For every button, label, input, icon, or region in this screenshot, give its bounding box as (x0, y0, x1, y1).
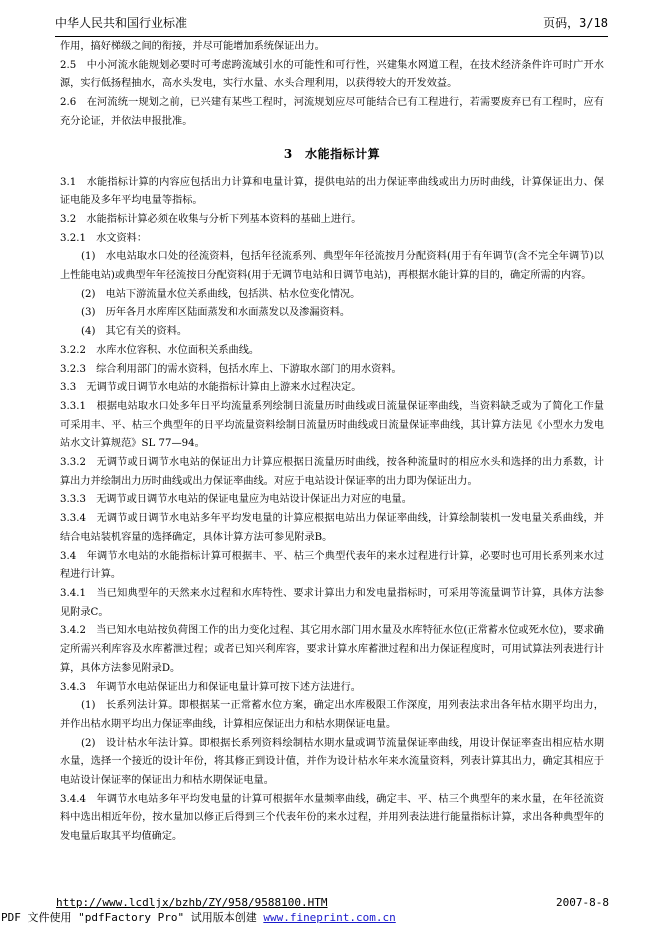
watermark-site-link[interactable]: www.fineprint.com.cn (263, 911, 396, 924)
paragraph: 3.2 水能指标计算必须在收集与分析下列基本资料的基础上进行。 (60, 213, 362, 225)
paragraph: 3.1 水能指标计算的内容应包括出力计算和电量计算，提供电站的出力保证率曲线或出力历时曲线，计算保证出力、保证电能及多年平均电量等指标。 (60, 176, 604, 207)
list-item: (2) 电站下游流量水位关系曲线，包括洪、枯水位变化情况。 (81, 288, 361, 300)
paragraph: 3.2.2 水库水位容积、水位面积关系曲线。 (60, 344, 260, 356)
page-number: 页码，3/18 (543, 16, 608, 30)
paragraph: 2.6 在河流统一规划之前，已兴建有某些工程时，河流规划应尽可能结合已有工程进行，若需要废弃已有工程时，应有充分论证，并依法申报批准。 (60, 97, 604, 127)
page-header (55, 14, 608, 32)
print-date: 2007-8-8 (556, 896, 609, 909)
document-body (60, 38, 604, 847)
paragraph: 3.4.2 当已知水电站按负荷图工作的出力变化过程、其它用水部门用水量及水库特征水位(正常蓄水位或死水位)，要求确定所需兴利库容及水库蓄泄过程；或者已知兴利库容，要求计算水库蓄泄过程和出力保证程度时，可用试算法列表进行计算，具体方法参见附录D。 (60, 625, 604, 674)
paragraph: 3.3.1 根据电站取水口处多年日平均流量系列绘制日流量历时曲线或日流量保证率曲线，当资料缺乏或为了简化工作量可采用丰、平、枯三个典型年的日平均流量资料绘制日流量历时曲线或日流量保证率曲线，其计算方法见《小型水力发电站水文计算规范》SL 77—94。 (60, 400, 604, 450)
paragraph: 3.3 无调节或日调节水电站的水能指标计算由上游来水过程决定。 (60, 382, 362, 394)
header-divider (55, 36, 608, 37)
list-item: (2) 设计枯水年法计算。即根据长系列资料绘制枯水期水量或调节流量保证率曲线，用设计保证率查出相应枯水期水量，选择一个接近的设计年份，将其修正到设计值，并作为设计枯水年来水流量资料，列表计算其出力，确定其相应于电站设计保证率的保证出力和枯水期保证电量。 (60, 737, 604, 787)
paragraph: 3.3.3 无调节或日调节水电站的保证电量应为电站设计保证出力对应的电量。 (60, 494, 412, 506)
paragraph: 2.5 中小河流水能规划必要时可考虑跨流域引水的可能性和可行性，兴建集水网道工程，在技术经济条件许可时广开水源，实行低扬程抽水，高水头发电，实行水量、水头合理利用，以获得较大的开发效益。 (60, 59, 604, 90)
list-item: (3) 历年各月水库库区陆面蒸发和水面蒸发以及渗漏资料。 (81, 307, 351, 319)
pdf-watermark (1, 911, 396, 925)
paragraph: 3.4.1 当已知典型年的天然来水过程和水库特性、要求计算出力和发电量指标时，可采用等流量调节计算，具体方法参见附录C。 (60, 587, 604, 618)
list-item: (1) 水电站取水口处的径流资料，包括年径流系列、典型年年径流按月分配资料(用于有年调节(含不完全年调节)以上性能电站)或典型年年径流按日分配资料(用于无调节电站和日调节电站)，再根据水能计算的目的，确定所需的内容。 (60, 251, 604, 282)
paragraph: 作用，搞好梯级之间的衔接，并尽可能增加系统保证出力。 (60, 41, 325, 52)
paragraph: 3.4.3 年调节水电站保证出力和保证电量计算可按下述方法进行。 (60, 681, 361, 693)
list-item: (1) 长系列法计算。即根据某一正常蓄水位方案，确定出水库极限工作深度，用列表法求出各年枯水期平均出力，并作出枯水期平均出力保证率曲线，计算相应保证出力和枯水期保证电量。 (60, 700, 604, 730)
list-item: (4) 其它有关的资料。 (81, 326, 188, 338)
document-title: 中华人民共和国行业标准 (55, 16, 188, 30)
page-footer (56, 896, 609, 910)
paragraph: 3.4.4 年调节水电站多年平均发电量的计算可根据年水量频率曲线，确定丰、平、枯三个典型年的来水量，在年径流资料中选出相近年份，按水量加以修正后得到三个代表年份的来水过程，并用列表法进行能量指标计算，求出各种典型年的发电量后取其平均值确定。 (60, 793, 604, 843)
paragraph: 3.3.4 无调节或日调节水电站多年平均发电量的计算应根据电站出力保证率曲线，计算绘制装机一发电量关系曲线，并结合电站装机容量的选择确定，具体计算方法可参见附录B。 (60, 513, 604, 543)
paragraph: 3.2.1 水文资料： (60, 232, 148, 244)
paragraph: 3.4 年调节水电站的水能指标计算可根据丰、平、枯三个典型代表年的来水过程进行计算，必要时也可用长系列来水过程进行计算。 (60, 550, 604, 581)
paragraph: 3.3.2 无调节或日调节水电站的保证出力计算应根据日流量历时曲线，按各种流量时的相应水头和选择的出力系数，计算出力并绘制出力历时曲线或出力保证率曲线。对应于电站设计保证率的出力即为保证出力。 (60, 457, 604, 487)
paragraph: 3.2.3 综合利用部门的需水资料，包括水库上、下游取水部门的用水资料。 (60, 363, 402, 375)
section-heading: 3 水能指标计算 (283, 146, 381, 161)
source-url-link[interactable]: http://www.lcdljx/bzhb/ZY/958/9588100.HTM (56, 896, 328, 909)
watermark-text: PDF 文件使用 "pdfFactory Pro" 试用版本创建 (1, 911, 264, 924)
